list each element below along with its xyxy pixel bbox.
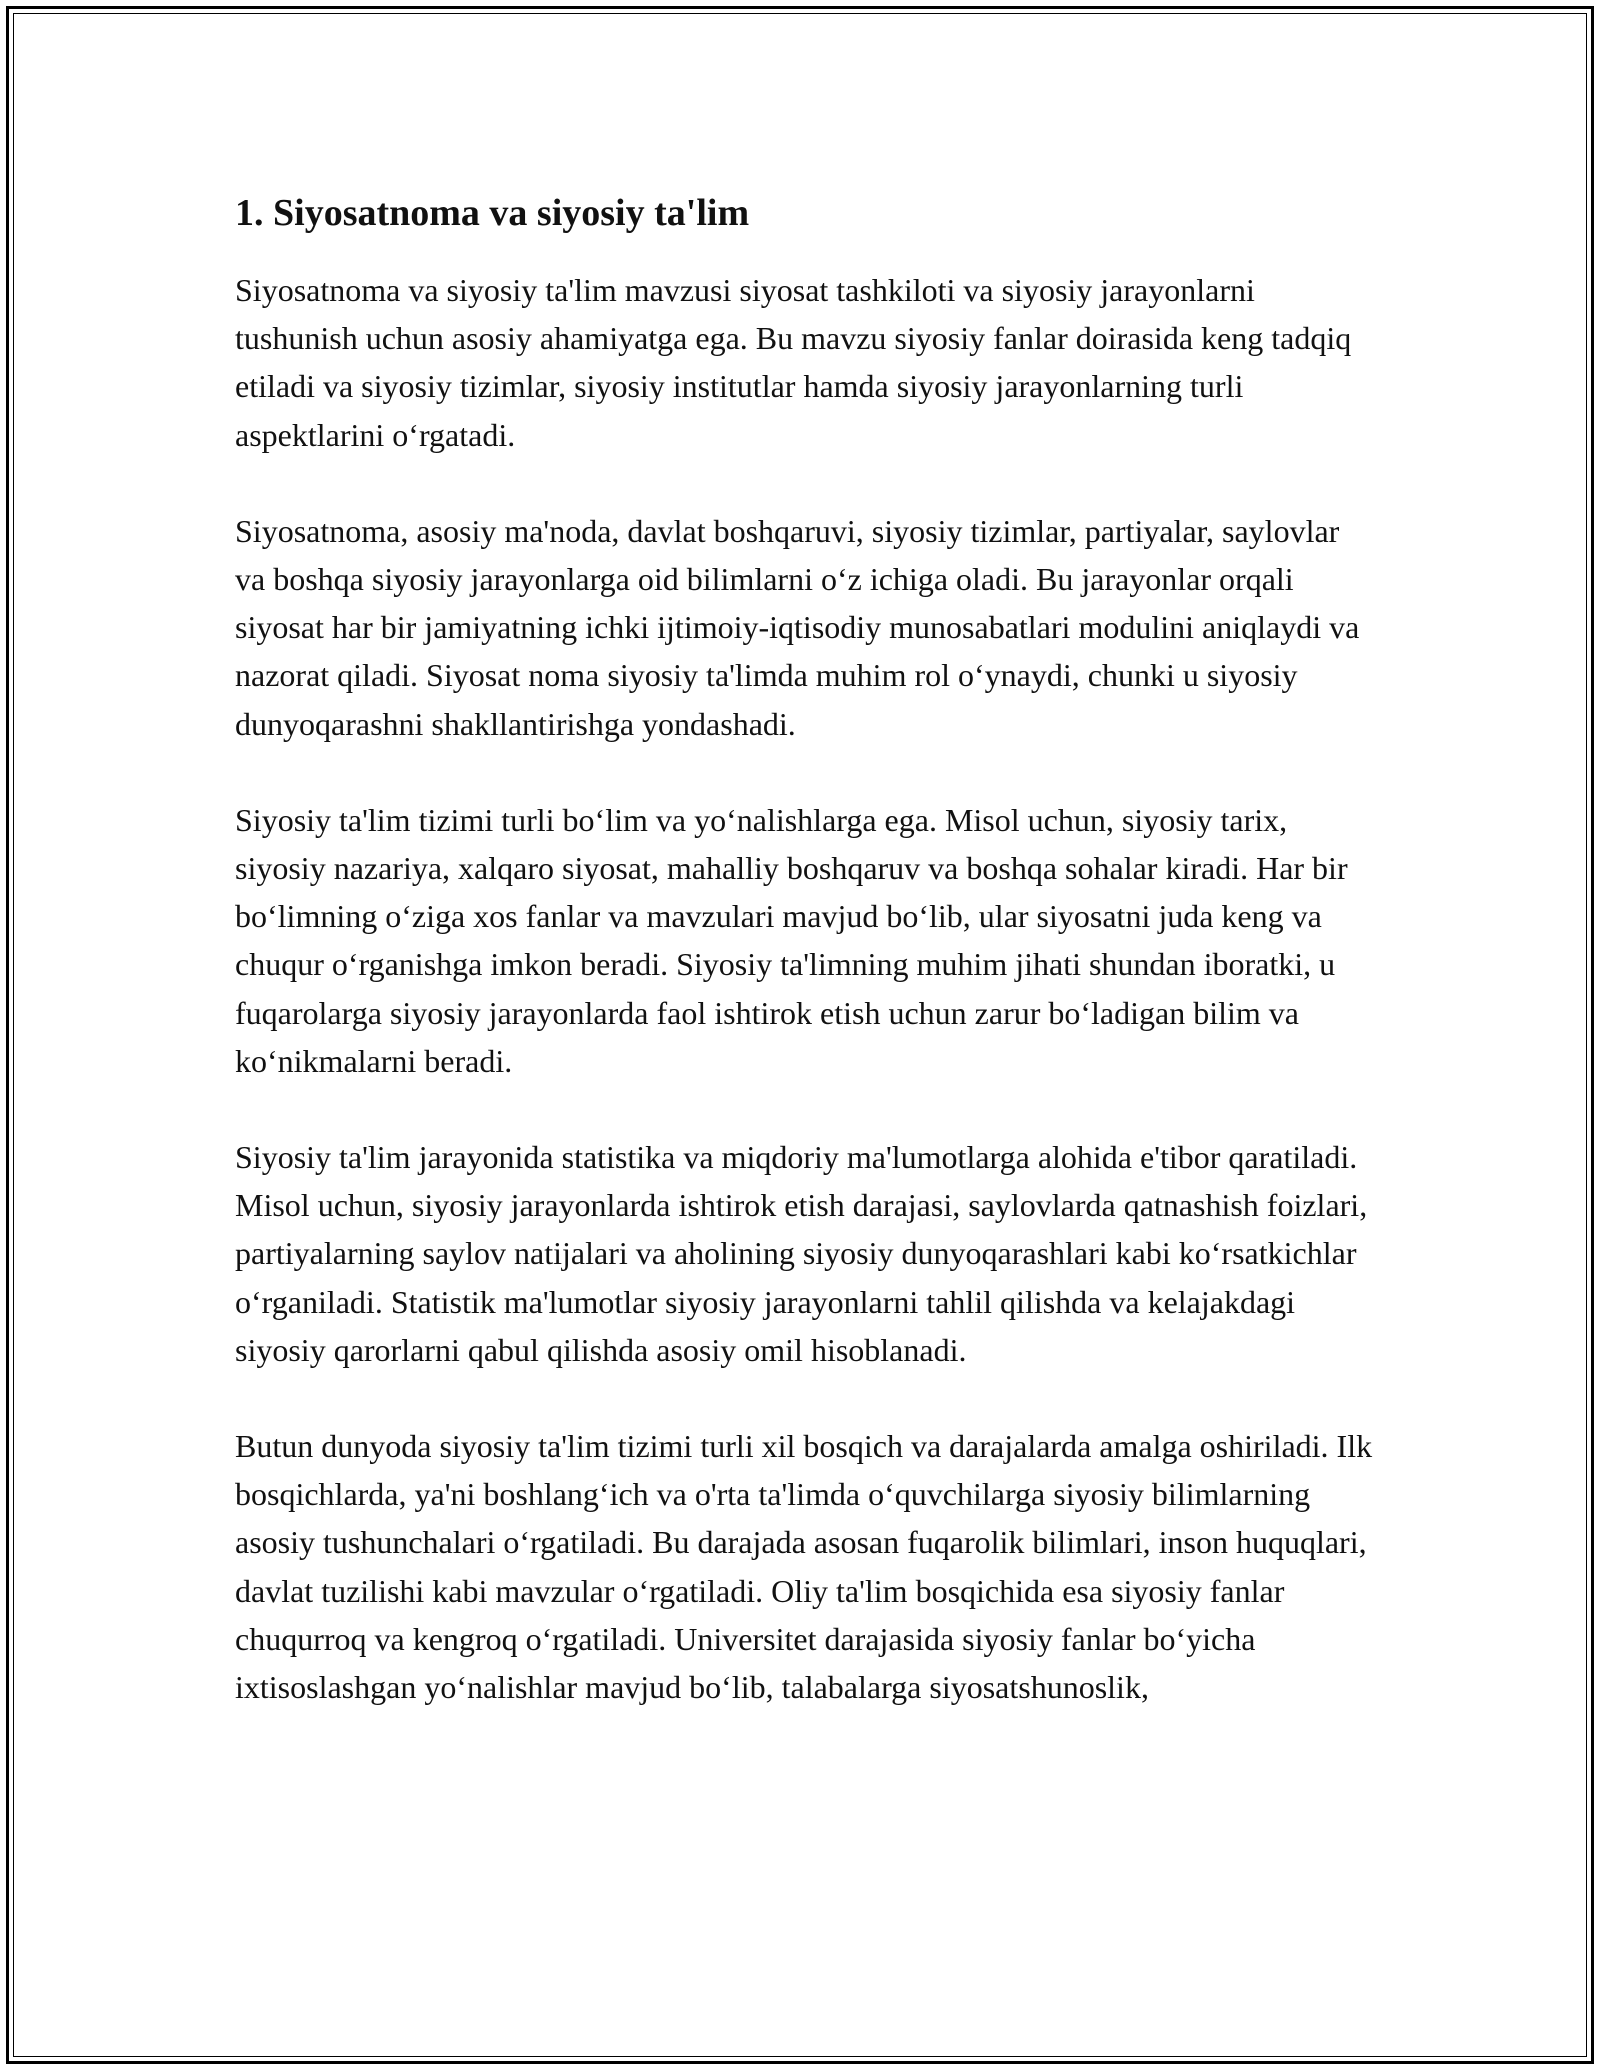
document-body [235,185,1375,1711]
paragraph-3: Siyosiy ta'lim tizimi turli boʻlim va yoʻnalishlarga ega. Misol uchun, siyosiy tarix, siyosiy nazariya, xalqaro siyosat, mahalliy boshqaruv va boshqa sohalar kiradi. Har bir boʻlimning oʻziga xos fanlar va mavzulari mavjud boʻlib, ular siyosatni juda keng va chuqur oʻrganishga imkon beradi. Siyosiy ta'limning muhim jihati shundan iboratki, u fuqarolarga siyosiy jarayonlarda faol ishtirok etish uchun zarur boʻladigan bilim va koʻnikmalarni beradi. [235,801,1348,1079]
paragraph-2: Siyosatnoma, asosiy ma'noda, davlat boshqaruvi, siyosiy tizimlar, partiyalar, saylovlar va boshqa siyosiy jarayonlarga oid bilimlarni oʻz ichiga oladi. Bu jarayonlar orqali siyosat har bir jamiyatning ichki ijtimoiy-iqtisodiy munosabatlari modulini aniqlaydi va nazorat qiladi. Siyosat noma siyosiy ta'limda muhim rol oʻynaydi, chunki u siyosiy dunyoqarashni shakllantirishga yondashadi. [235,512,1360,742]
section-heading: 1. Siyosatnoma va siyosiy ta'lim [235,192,750,234]
paragraph-4: Siyosiy ta'lim jarayonida statistika va miqdoriy ma'lumotlarga alohida e'tibor qaratiladi. Misol uchun, siyosiy jarayonlarda ishtirok etish darajasi, saylovlarda qatnashish foizlari, partiyalarning saylov natijalari va aholining siyosiy dunyoqarashlari kabi koʻrsatkichlar oʻrganiladi. Statistik ma'lumotlar siyosiy jarayonlarni tahlil qilishda va kelajakdagi siyosiy qarorlarni qabul qilishda asosiy omil hisoblanadi. [235,1139,1368,1368]
paragraph-1: Siyosatnoma va siyosiy ta'lim mavzusi siyosat tashkiloti va siyosiy jarayonlarni tushunish uchun asosiy ahamiyatga ega. Bu mavzu siyosiy fanlar doirasida keng tadqiq etiladi va siyosiy tizimlar, siyosiy institutlar hamda siyosiy jarayonlarning turli aspektlarini oʻrgatadi. [235,272,1352,453]
paragraph-5: Butun dunyoda siyosiy ta'lim tizimi turli xil bosqich va darajalarda amalga oshiriladi. Ilk bosqichlarda, ya'ni boshlangʻich va o'rta ta'limda oʻquvchilarga siyosiy bilimlarning asosiy tushunchalari oʻrgatiladi. Bu darajada asosan fuqarolik bilimlari, inson huquqlari, davlat tuzilishi kabi mavzular oʻrgatiladi. Oliy ta'lim bosqichida esa siyosiy fanlar chuqurroq va kengroq oʻrgatiladi. Universitet darajasida siyosiy fanlar boʻyicha ixtisoslashgan yoʻnalishlar mavjud boʻlib, talabalarga siyosatshunoslik, [235,1428,1373,1706]
